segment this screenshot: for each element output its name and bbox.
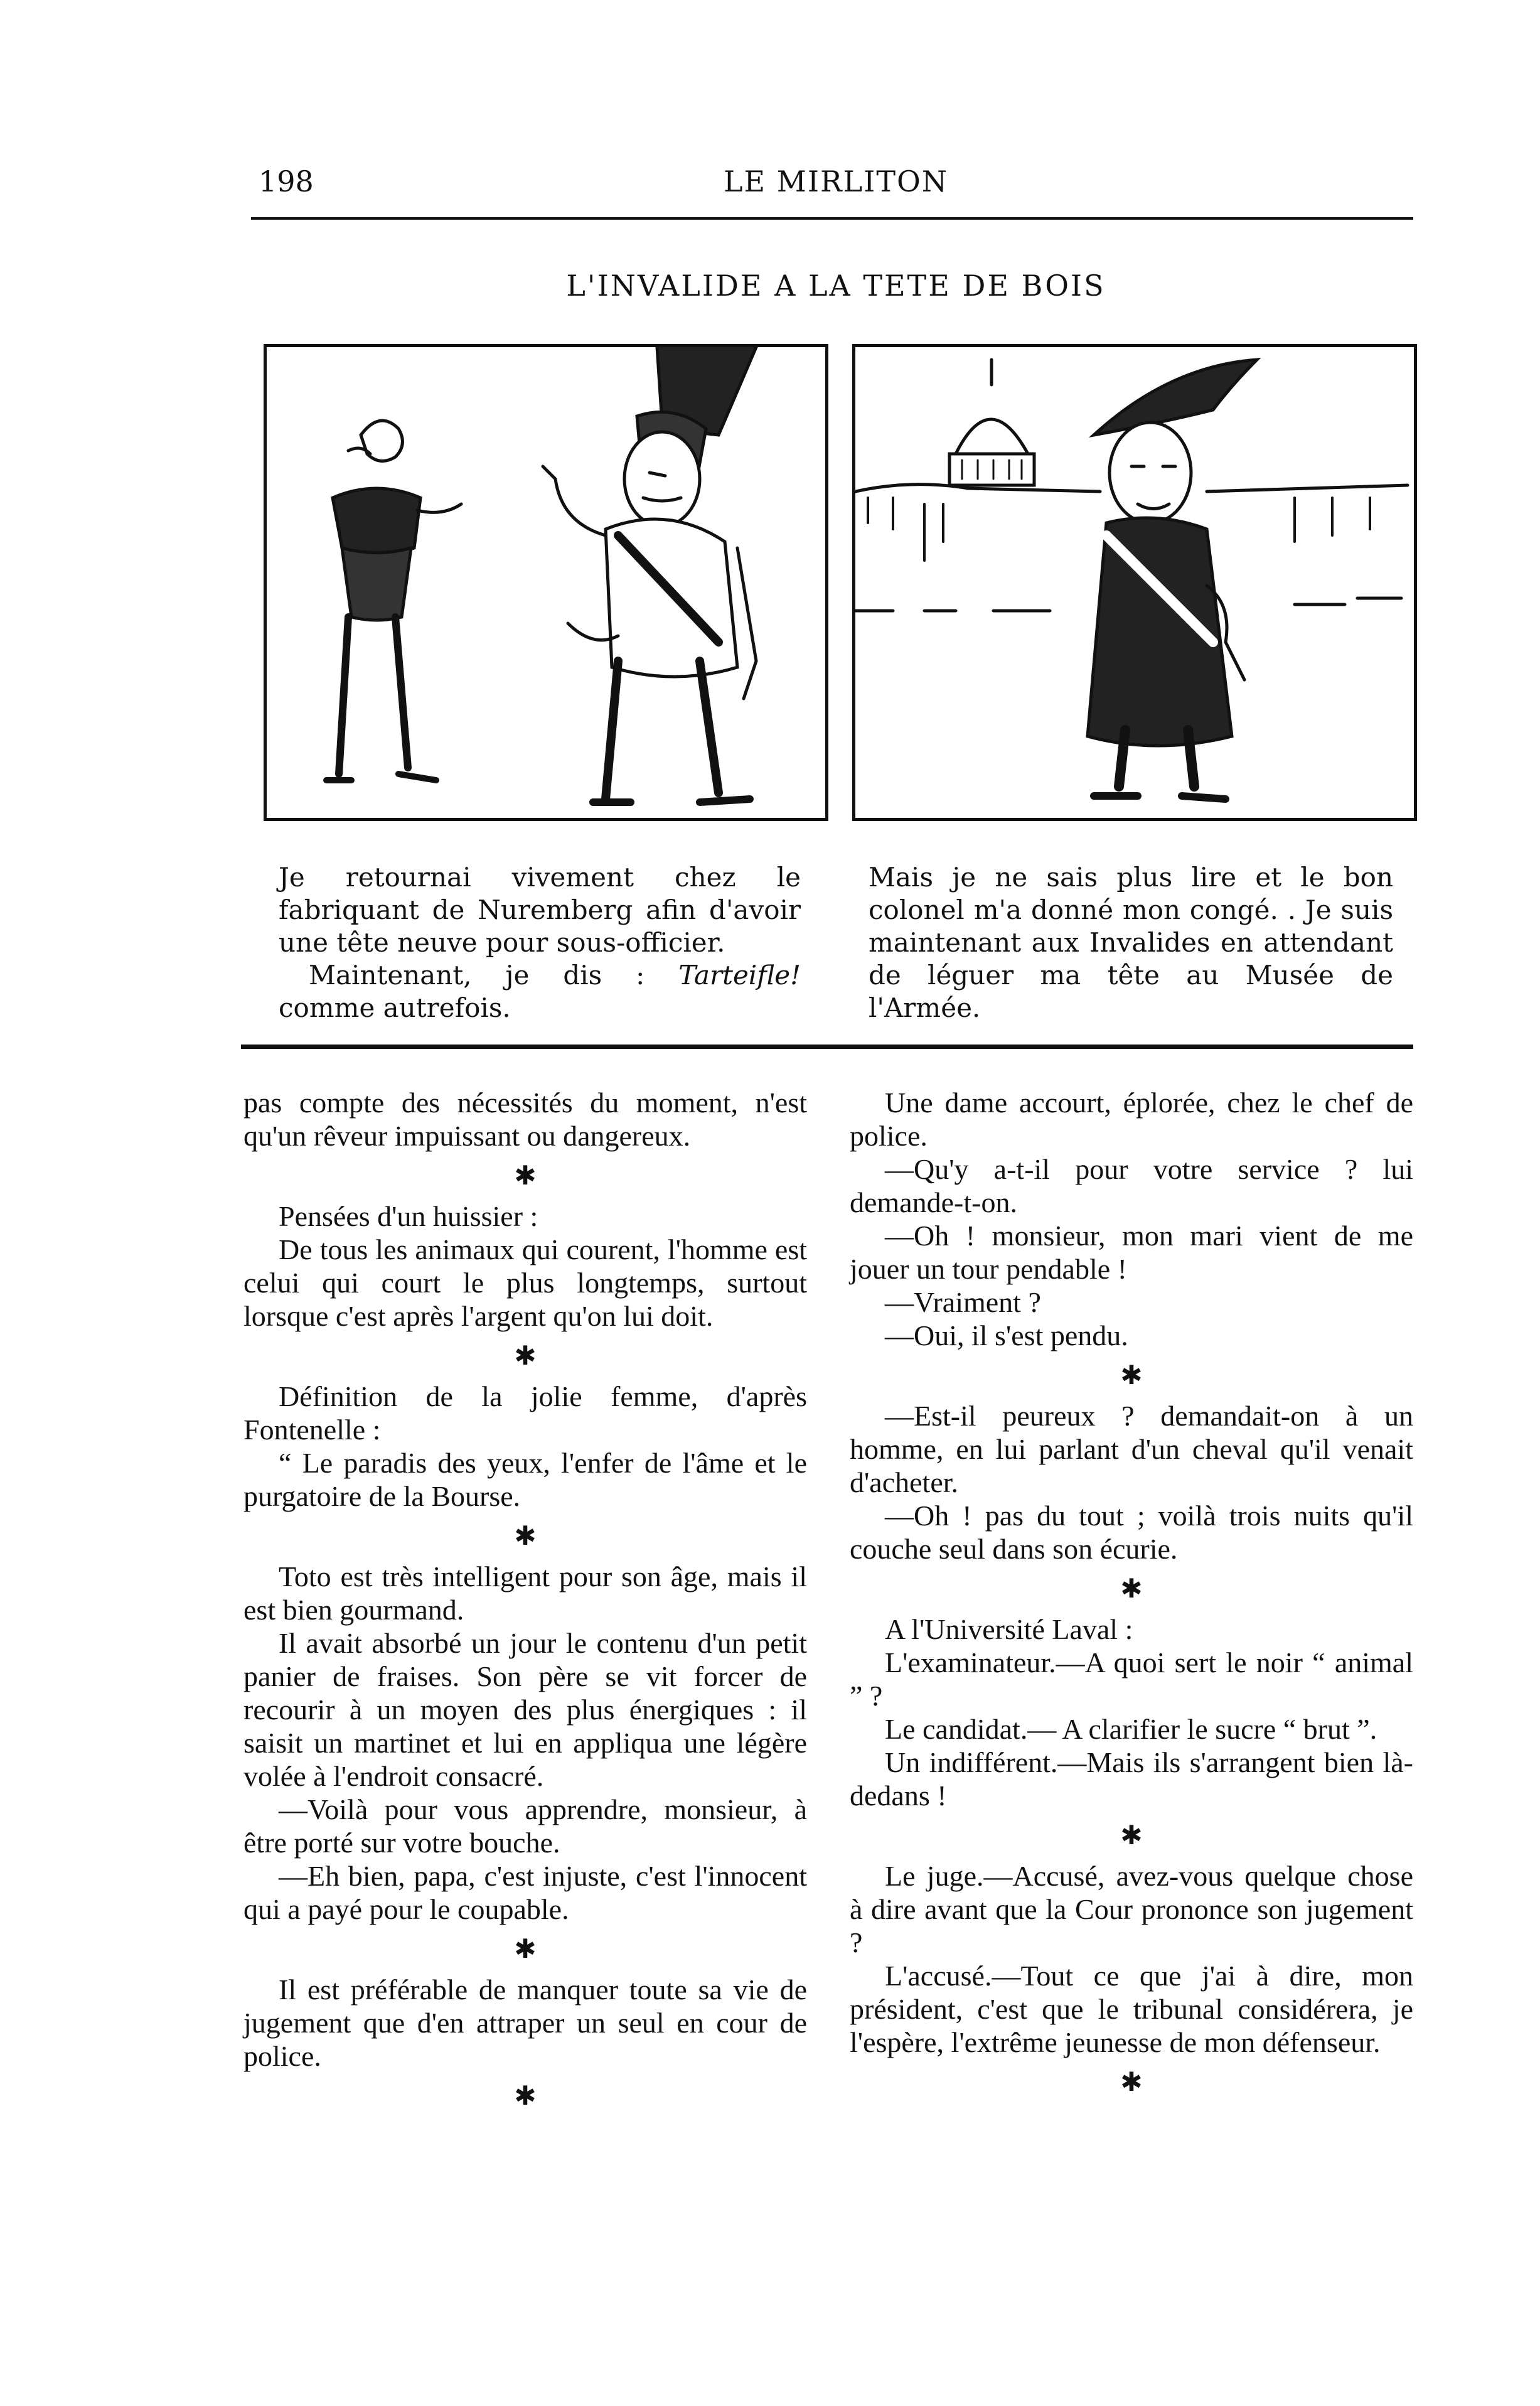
paragraph: Toto est très intelligent pour son âge, mais il est bien gourmand. [243,1560,807,1626]
paragraph: —Oui, il s'est pendu. [885,1319,1128,1351]
invalid-with-dome-illustration [852,344,1417,821]
paragraph: L'accusé.—Tout ce que j'ai à dire, mon président, c'est que le tribunal considérera, je l'espère, l'extrême jeunesse de mon défenseur. [850,1960,1413,2058]
running-title: LE MIRLITON [723,164,948,198]
paragraph: —Voilà pour vous apprendre, monsieur, à être porté sur votre bouche. [243,1793,807,1859]
invalid-with-dome-drawing [855,347,1414,818]
left-text-column [243,1086,807,2120]
left-caption [279,861,801,1024]
paragraph: —Vraiment ? [885,1286,1041,1318]
separator-asterisk: ✱ [1120,1822,1143,1850]
separator-asterisk: ✱ [514,1342,537,1371]
separator-asterisk: ✱ [514,1162,537,1191]
paragraph: Le candidat.— A clarifier le sucre “ brut ”. [885,1713,1377,1745]
paragraph: Pensées d'un huissier : [279,1200,538,1232]
paragraph: Définition de la jolie femme, d'après Fontenelle : [243,1380,807,1446]
right-text-column [850,1086,1413,2106]
paragraph: L'examinateur.—A quoi sert le noir “ animal ” ? [850,1646,1413,1712]
paragraph: —Eh bien, papa, c'est injuste, c'est l'innocent qui a payé pour le coupable. [243,1860,807,1925]
section-rule [241,1045,1413,1049]
left-caption-paragraph: Je retournai vivement chez le fabriquant de Nuremberg afin d'avoir une tête neuve pour sous-officier. [279,862,801,958]
separator-asterisk: ✱ [1120,1575,1143,1604]
right-caption-paragraph: Mais je ne sais plus lire et le bon colonel m'a donné mon congé. . Je suis maintenant aux Invalides en attendant de léguer ma tête au Musée de l'Armée. [869,862,1393,1023]
paragraph: De tous les animaux qui courent, l'homme est celui qui court le plus longtemps, surtout lorsque c'est après l'argent qu'on lui doit. [243,1233,807,1332]
separator-asterisk: ✱ [514,1522,537,1551]
paragraph: Un indifférent.—Mais ils s'arrangent bien là-dedans ! [850,1746,1413,1812]
paragraph: —Oh ! monsieur, mon mari vient de me jouer un tour pendable ! [850,1220,1413,1285]
paragraph: Une dame accourt, éplorée, chez le chef de police. [850,1087,1413,1152]
paragraph: —Est-il peureux ? demandait-on à un homme, en lui parlant d'un cheval qu'il venait d'acheter. [850,1400,1413,1498]
left-caption-text-end: comme autrefois. [279,992,511,1023]
paragraph: —Qu'y a-t-il pour votre service ? lui demande-t-on. [850,1153,1413,1218]
separator-asterisk: ✱ [1120,2068,1143,2097]
paragraph: —Oh ! pas du tout ; voilà trois nuits qu'il couche seul dans son écurie. [850,1500,1413,1565]
right-caption [869,861,1393,1024]
separator-asterisk: ✱ [514,1935,537,1964]
header-rule [251,217,1413,220]
page-header [259,164,1413,202]
paragraph: Il avait absorbé un jour le contenu d'un petit panier de fraises. Son père se vit forcer de recourir à un moyen des plus énergiques : il saisit un martinet et lui en appliqua une légère volée à l'endroit consacré. [243,1627,807,1792]
separator-asterisk: ✱ [514,2082,537,2111]
page-title: L'INVALIDE A LA TETE DE BOIS [566,269,1106,303]
soldier-and-maker-illustration [264,344,828,821]
left-caption-italic: Tarteifle! [678,960,801,991]
paragraph: “ Le paradis des yeux, l'enfer de l'âme et le purgatoire de la Bourse. [243,1447,807,1512]
soldier-and-maker-drawing [267,347,825,818]
paragraph: pas compte des nécessités du moment, n'est qu'un rêveur impuissant ou dangereux. [243,1087,807,1152]
separator-asterisk: ✱ [1120,1361,1143,1390]
page-number: 198 [259,164,314,198]
left-caption-text: Maintenant, je dis : [309,960,679,991]
left-caption-second-paragraph [279,959,801,1024]
paragraph: A l'Université Laval : [885,1613,1133,1645]
paragraph: Le juge.—Accusé, avez-vous quelque chose à dire avant que la Cour prononce son jugement ? [850,1860,1413,1958]
paragraph: Il est préférable de manquer toute sa vie de jugement que d'en attraper un seul en cour de police. [243,1974,807,2072]
